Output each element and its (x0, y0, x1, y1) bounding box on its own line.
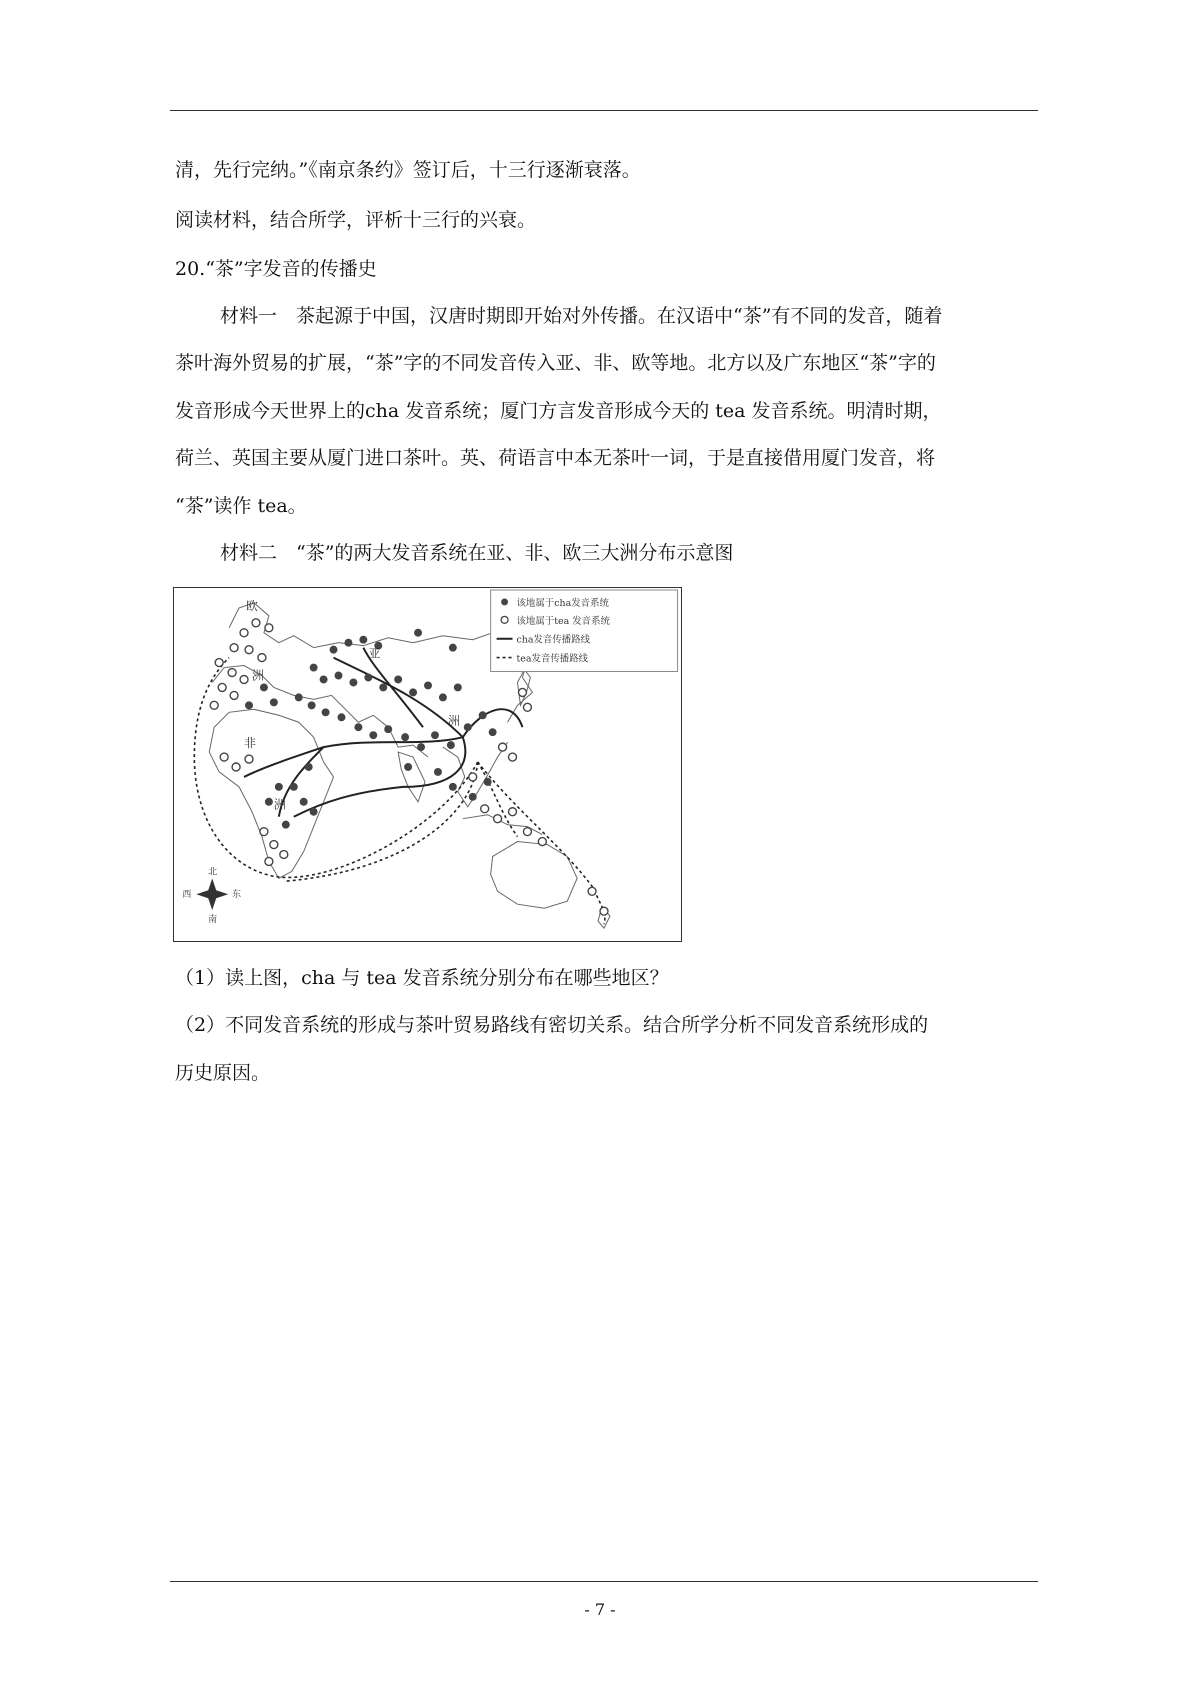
compass-west: 西 (182, 890, 192, 901)
continent-label-europe: 欧 (246, 598, 258, 613)
cha-routes (244, 648, 522, 817)
text-line: 阅读材料，结合所学，评析十三行的兴衰。 (175, 209, 537, 231)
sub-question-1: （1）读上图，cha 与 tea 发音系统分别分布在哪些地区？ (175, 967, 669, 989)
footer-rule (170, 1581, 1038, 1582)
legend-cha-route: cha发音传播路线 (516, 634, 591, 646)
compass-north: 北 (208, 867, 218, 878)
sub-question-2: 历史原因。 (175, 1062, 271, 1084)
material-one-text: 材料一 茶起源于中国，汉唐时期即开始对外传播。在汉语中“茶”有不同的发音，随着 (220, 305, 943, 327)
material-two-caption: 材料二 “茶”的两大发音系统在亚、非、欧三大洲分布示意图 (220, 542, 734, 564)
legend-tea-dot-icon (501, 616, 508, 623)
legend-tea-route: tea发音传播路线 (516, 653, 589, 665)
material-one-text: 茶叶海外贸易的扩展，“茶”字的不同发音传入亚、非、欧等地。北方以及广东地区“茶”字的 (175, 352, 936, 374)
page-number: - 7 - (584, 1600, 616, 1619)
header-rule (170, 110, 1038, 111)
legend-tea-region: 该地属于tea 发音系统 (516, 615, 611, 627)
text-line: 清，先行完纳。”《南京条约》签订后，十三行逐渐衰落。 (175, 159, 641, 181)
continent-label-europe: 洲 (251, 668, 264, 683)
compass-south: 南 (208, 915, 218, 926)
tea-pronunciation-map (173, 587, 682, 942)
material-one-text: 发音形成今天世界上的cha 发音系统；厦门方言发音形成今天的 tea 发音系统。明清时期， (175, 400, 942, 422)
legend-cha-dot-icon (501, 598, 508, 605)
continent-label-africa: 洲 (273, 797, 286, 812)
question-heading: 20.“茶”字发音的传播史 (175, 258, 377, 280)
sub-question-2: （2）不同发音系统的形成与茶叶贸易路线有密切关系。结合所学分析不同发音系统形成的 (175, 1014, 929, 1036)
legend-cha-region: 该地属于cha发音系统 (516, 597, 609, 609)
material-one-text: 荷兰、英国主要从厦门进口茶叶。英、荷语言中本无茶叶一词，于是直接借用厦门发音，将 (175, 447, 936, 469)
compass-icon (182, 865, 241, 925)
compass-east: 东 (232, 890, 242, 901)
map-legend (491, 590, 678, 672)
continent-label-asia: 洲 (447, 714, 460, 729)
continent-label-africa: 非 (244, 736, 256, 751)
continent-label-asia: 亚 (368, 646, 381, 661)
material-one-text: “茶”读作 tea。 (175, 495, 307, 517)
